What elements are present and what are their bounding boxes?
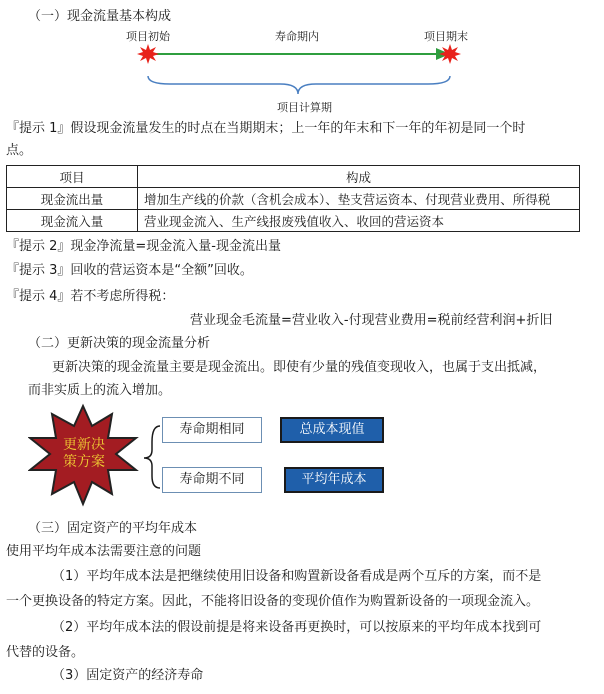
tip2: 『提示 2』现金净流量=现金流入量-现金流出量 bbox=[6, 239, 281, 254]
tip1-line2: 点。 bbox=[6, 143, 33, 158]
timeline-brace bbox=[148, 76, 450, 94]
decision-brace bbox=[144, 426, 160, 488]
section2-para-line2: 而非实质上的流入增加。 bbox=[28, 383, 172, 398]
condition-same-lifespan: 寿命期相同 bbox=[162, 417, 262, 443]
section2-para-line1: 更新决策的现金流量主要是现金流出。即使有少量的残值变现收入，也属于支出抵减， bbox=[52, 360, 547, 375]
table-cell: 现金流入量 bbox=[7, 210, 138, 232]
formula: 营业现金毛流量=营业收入-付现营业费用=税前经营利润+折旧 bbox=[190, 313, 553, 328]
point3: （3）固定资产的经济寿命 bbox=[52, 668, 204, 683]
table-header-composition: 构成 bbox=[138, 166, 580, 188]
cash-flow-table bbox=[6, 165, 580, 232]
tip4: 『提示 4』若不考虑所得税： bbox=[6, 289, 175, 304]
star-label-line1: 更新决 bbox=[63, 437, 105, 453]
point1-line2: 一个更换设备的特定方案。因此，不能将旧设备的变现价值作为购置新设备的一项现金流入。 bbox=[6, 594, 540, 609]
table-row bbox=[7, 188, 580, 210]
section-heading-cash-flow-composition: （一）现金流量基本构成 bbox=[28, 9, 172, 24]
table-row bbox=[7, 210, 580, 232]
star-label-line2: 策方案 bbox=[63, 454, 105, 470]
point2-line1: （2）平均年成本法的假设前提是将来设备再更换时，可以按原来的平均年成本找到可 bbox=[52, 620, 542, 635]
section-heading-update-decision: （二）更新决策的现金流量分析 bbox=[28, 336, 211, 351]
method-average-annual-cost: 平均年成本 bbox=[284, 467, 384, 493]
tip1-line1: 『提示 1』假设现金流量发生的时点在当期期末；上一年的年末和下一年的年初是同一个时 bbox=[6, 121, 526, 136]
point1-line1: （1）平均年成本法是把继续使用旧设备和购置新设备看成是两个互斥的方案，而不是 bbox=[52, 569, 542, 584]
section3-intro: 使用平均年成本法需要注意的问题 bbox=[6, 544, 202, 559]
table-header-row bbox=[7, 166, 580, 188]
table-cell: 增加生产线的价款（含机会成本）、垫支营运资本、付现营业费用、所得税 bbox=[138, 188, 580, 210]
timeline-middle-label: 寿命期内 bbox=[275, 30, 319, 43]
timeline-bottom-label: 项目计算期 bbox=[277, 101, 332, 114]
table-cell: 营业现金流入、生产线报废残值收入、收回的营运资本 bbox=[138, 210, 580, 232]
table-cell: 现金流出量 bbox=[7, 188, 138, 210]
star-label bbox=[60, 437, 108, 471]
section-heading-average-annual-cost: （三）固定资产的平均年成本 bbox=[28, 521, 198, 536]
end-burst-icon bbox=[439, 44, 461, 64]
condition-different-lifespan: 寿命期不同 bbox=[162, 467, 262, 493]
method-total-cost-pv: 总成本现值 bbox=[280, 417, 384, 443]
table-header-item: 项目 bbox=[7, 166, 138, 188]
timeline-graphic bbox=[130, 40, 470, 100]
timeline-end-label: 项目期末 bbox=[424, 30, 468, 43]
tip3: 『提示 3』回收的营运资本是“全额”回收。 bbox=[6, 263, 253, 278]
timeline-start-label: 项目初始 bbox=[126, 30, 170, 43]
start-burst-icon bbox=[137, 44, 159, 64]
point2-line2: 代替的设备。 bbox=[6, 645, 85, 660]
